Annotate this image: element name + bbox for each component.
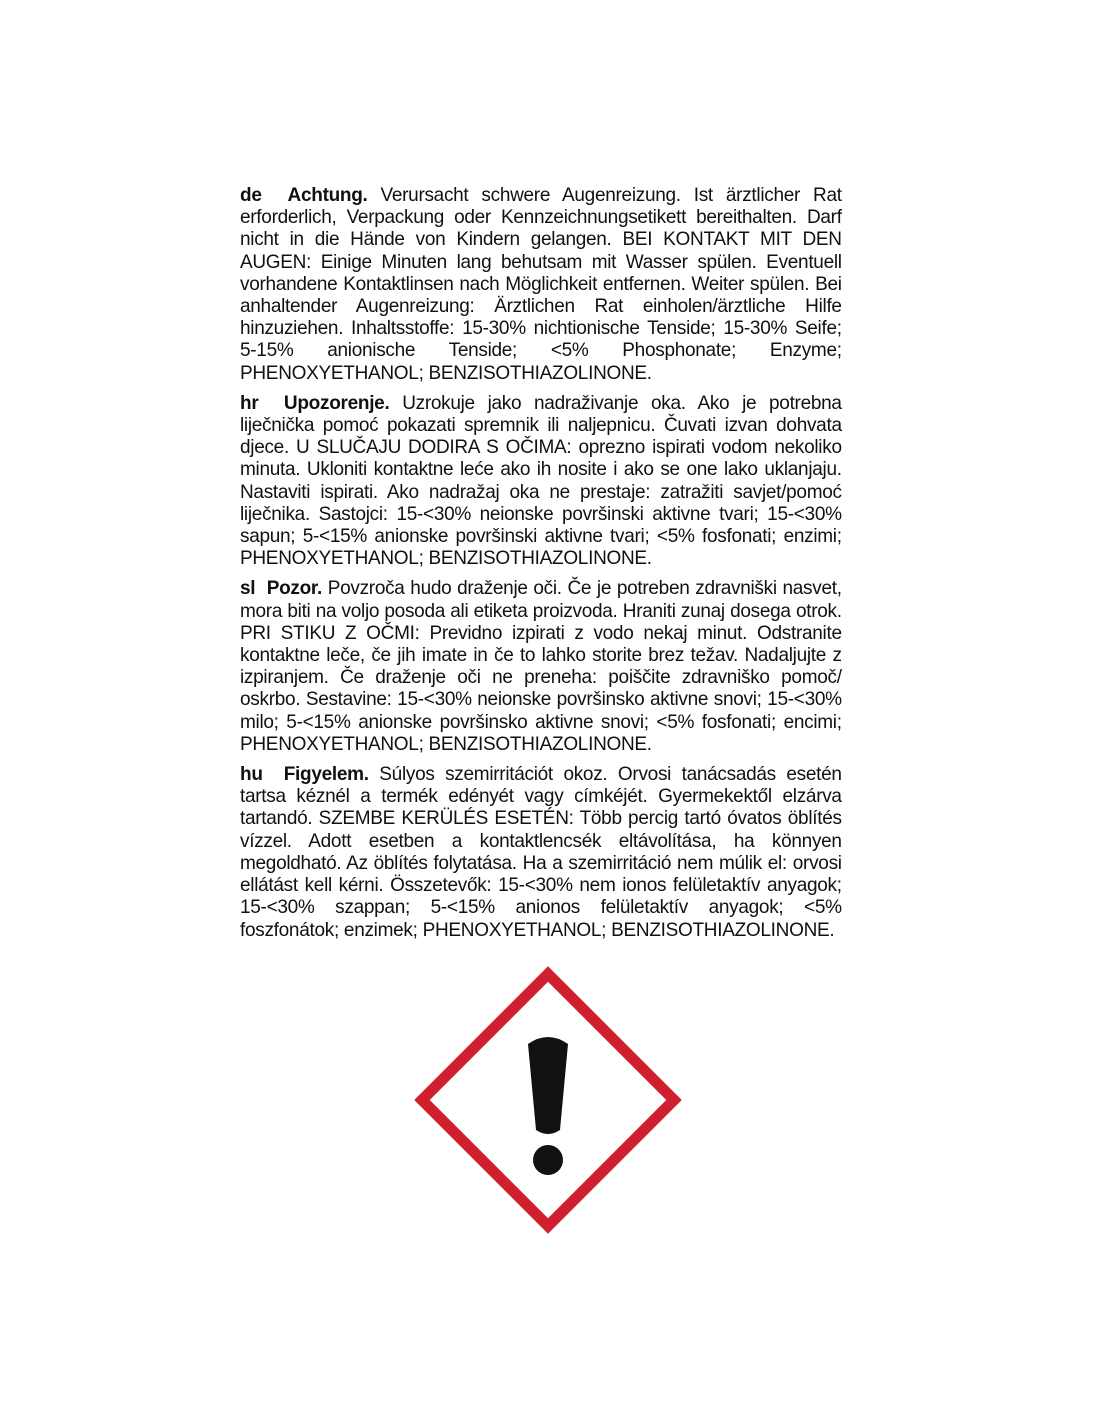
signal-word: Upozorenje. [283, 391, 390, 414]
ghs07-exclamation-mark-icon [414, 966, 682, 1234]
section-sl [240, 577, 842, 755]
section-text: Uzrokuje jako nadraživanje oka. Ako je potrebna liječnička pomoć pokazati spremnik ili naljepnicu. Čuvati izvan dohvata djece. U SLUČAJU DODIRA S OČIMA: oprezno ispirati vodom nekoliko minuta. Ukloniti kontaktne leće ako ih nosite i ako se one lako uklanjaju. Nastaviti ispirati. Ako nadražaj oka ne prestaje: zatražiti savjet/pomoć liječnika. Sastojci: 15-<30% neionske površinski aktivne tvari; 15-<30% sapun; 5-<15% anionske površinski aktivne tvari; <5% fosfonati; enzimi; PHENOXYETHANOL; BENZISOTHIAZOLINONE. [240, 391, 842, 570]
section-text: Verursacht schwere Augenreizung. Ist ärztlicher Rat erforderlich, Verpackung oder Kennzeichnungsetikett bereithalten. Darf nicht in die Hände von Kindern gelangen. BEI KONTAKT MIT DEN AUGEN: Einige Minuten lang behutsam mit Wasser spülen. Eventuell vorhandene Kontaktlinsen nach Möglichkeit entfernen. Weiter spülen. Bei anhaltender Augenreizung: Ärztlichen Rat einholen/ärztliche Hilfe hinzuziehen. Inhaltsstoffe: 15-30% nichtionische Tenside; 15-30% Seife; 5-15% anionische Tenside; <5% Phosphonate; Enzyme; PHENOXYETHANOL; BENZISOTHIAZOLINONE. [240, 184, 842, 384]
section-text: Povzroča hudo draženje oči. Če je potreben zdravniški nasvet, mora biti na voljo posoda ali etiketa proizvoda. Hraniti zunaj dosega otrok. PRI STIKU Z OČMI: Previdno izpirati z vodo nekaj minut. Odstranite kontaktne leče, če jih imate in če to lahko storite brez težav. Nadaljujte z izpiranjem. Če draženje oči ne preneha: poiščite zdravniško pomoč/ oskrbo. Sestavine: 15-<30% neionske površinsko aktivne snovi; 15-<30% milo; 5-<15% anionske površinsko aktivne snovi; <5% fosfonati; encimi; PHENOXYETHANOL; BENZISOTHIAZOLINONE. [240, 577, 842, 755]
section-hu [240, 763, 842, 941]
signal-word: Figyelem. [283, 763, 369, 786]
language-code: hr [240, 391, 259, 414]
exclamation-dot [533, 1145, 563, 1175]
signal-word: Pozor. [266, 577, 322, 600]
label-text-block [240, 184, 854, 949]
language-code: de [240, 184, 262, 206]
language-code: hu [240, 763, 263, 786]
language-code: sl [240, 577, 256, 600]
signal-word: Achtung. [287, 184, 368, 206]
section-de [240, 184, 842, 384]
section-text: Súlyos szemirritációt okoz. Orvosi tanácsadás esetén tartsa kéznél a termék edényét vagy címkéjét. Gyermekektől elzárva tartandó. SZEMBE KERÜLÉS ESETÉN: Több percig tartó óvatos öblítés vízzel. Adott esetben a kontaktlencsék eltávolítása, ha könnyen megoldható. Az öblítés folytatása. Ha a szemirritáció nem múlik el: orvosi ellátást kell kérni. Összetevők: 15-<30% nem ionos felületaktív anyagok; 15-<30% szappan; 5-<15% anionos felületaktív anyagok; <5% foszfonátok; enzimek; PHENOXYETHANOL; BENZISOTHIAZOLINONE. [240, 763, 842, 941]
section-hr [240, 392, 842, 570]
